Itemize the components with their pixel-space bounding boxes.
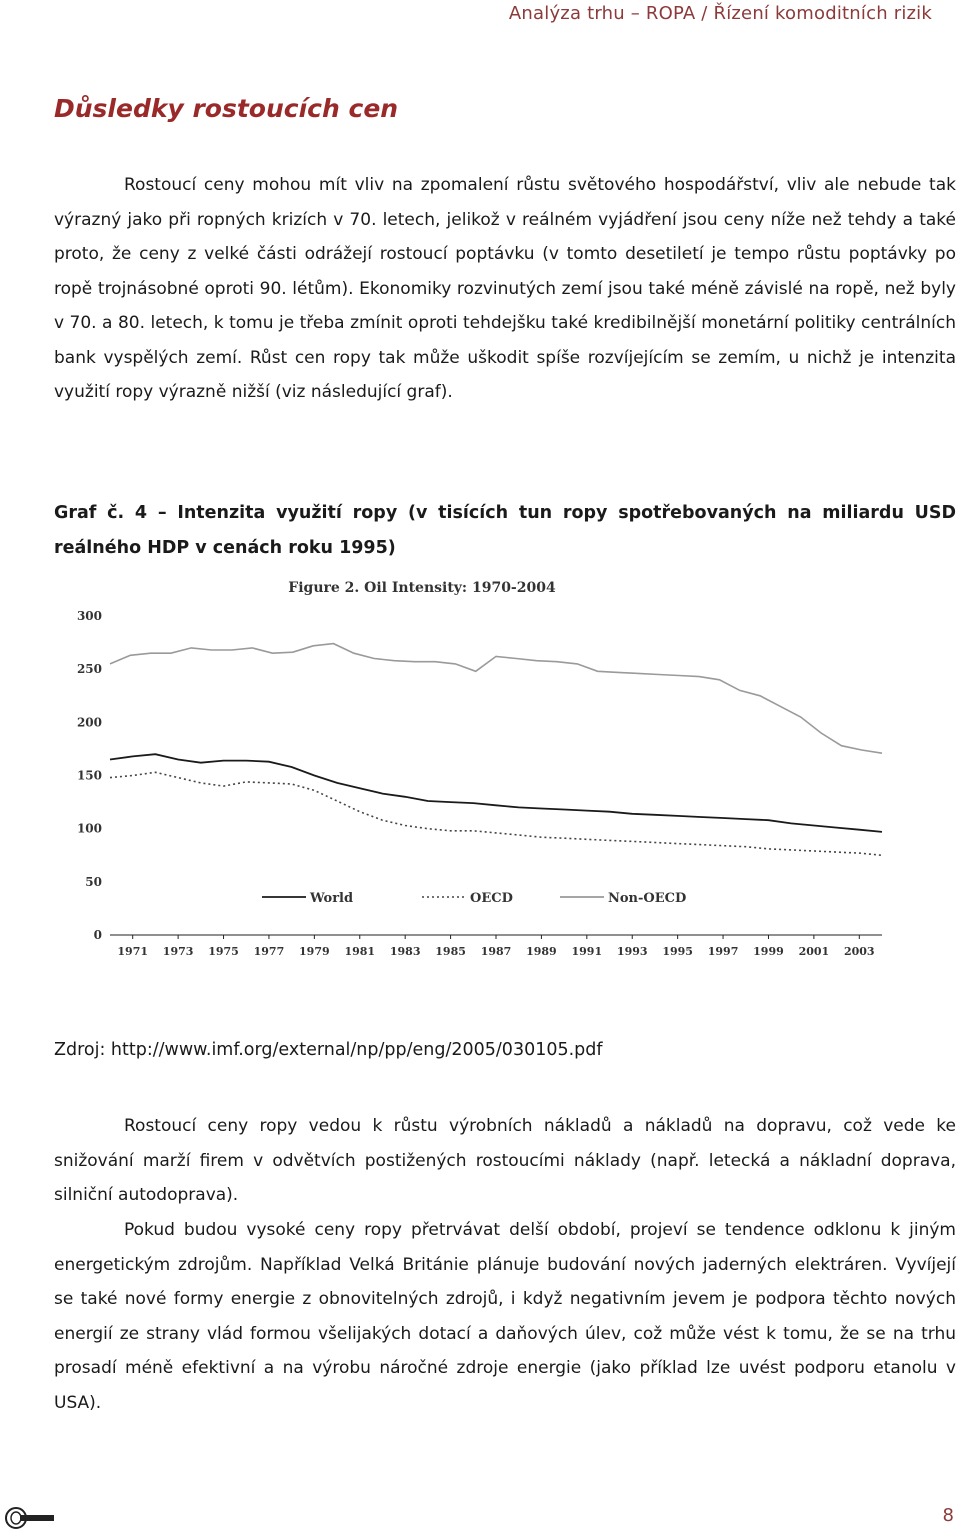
x-tick-label: 1999 <box>753 945 784 958</box>
y-tick-label: 200 <box>76 715 102 730</box>
chart-legend <box>262 891 686 906</box>
page-number: 8 <box>942 1505 954 1526</box>
y-tick-label: 100 <box>76 821 102 836</box>
legend-label: Non-OECD <box>608 891 687 906</box>
x-tick-label: 1971 <box>117 945 149 958</box>
y-tick-label: 50 <box>85 874 102 889</box>
graph-caption: Graf č. 4 – Intenzita využití ropy (v tisících tun ropy spotřebovaných na miliardu USD reálného HDP v cenách roku 1995) <box>54 503 956 558</box>
x-tick-label: 1981 <box>344 945 376 958</box>
chart-series <box>110 644 882 856</box>
y-tick-label: 150 <box>76 768 102 783</box>
paragraph-alternatives: Pokud budou vysoké ceny ropy přetrvávat delší období, projeví se tendence odklonu k jiným energetickým zdrojům. Například Velká Británie plánuje budování nových jaderných elektráren. Vyvíjejí se také nové formy energie z obnovitelných zdrojů, i když negativním jevem je podpora těchto nových energií ze strany vlád formou všelijakých dotací a daňových úlev, což může vést k tomu, že se na trhu prosadí méně efektivní a na výrobu náročné zdroje energie (jako příklad lze uvést podporu etanolu v USA). <box>54 1220 956 1413</box>
chart-title: Figure 2. Oil Intensity: 1970-2004 <box>288 580 556 596</box>
series-line-oecd <box>110 772 882 855</box>
x-tick-label: 1983 <box>389 945 421 958</box>
x-tick-label: 1997 <box>707 945 739 958</box>
x-tick-label: 1995 <box>662 945 693 958</box>
x-tick-label: 1993 <box>616 945 648 958</box>
oil-intensity-chart <box>60 574 900 974</box>
legend-label: OECD <box>470 891 513 906</box>
x-tick-label: 2001 <box>798 945 830 958</box>
x-tick-label: 1985 <box>435 945 466 958</box>
x-tick-label: 1989 <box>526 945 557 958</box>
header-title: Analýza trhu – ROPA / Řízení komoditních rizik <box>508 3 932 24</box>
source-line: Zdroj: http://www.imf.org/external/np/pp/eng/2005/030105.pdf <box>54 1040 603 1060</box>
legend-label: World <box>310 891 354 906</box>
chart-svg <box>60 574 900 974</box>
series-line-world <box>110 754 882 832</box>
x-tick-label: 1977 <box>253 945 285 958</box>
x-tick-label: 1975 <box>208 945 239 958</box>
y-tick-label: 250 <box>76 662 102 677</box>
x-tick-label: 1991 <box>571 945 603 958</box>
paragraph-costs: Rostoucí ceny ropy vedou k růstu výrobních nákladů a nákladů na dopravu, což vede ke snižování marží firem v odvětvích postižených rostoucími náklady (např. letecká a nákladní doprava, silniční autodoprava). <box>54 1116 956 1205</box>
x-tick-label: 1987 <box>480 945 512 958</box>
section-heading: Důsledky rostoucích cen <box>54 94 399 123</box>
paragraph-intro: Rostoucí ceny mohou mít vliv na zpomalení růstu světového hospodářství, vliv ale nebude tak výrazný jako při ropných krizích v 70. letech, jelikož v reálném vyjádření jsou ceny níže než tehdy a také proto, že ceny z velké části odrážejí rostoucí poptávku (v tomto desetiletí je tempo růstu poptávky po ropě trojnásobné oproti 90. létům). Ekonomiky rozvinutých zemí jsou také méně závislé na ropě, než byly v 70. a 80. letech, k tomu je třeba zmínit oproti tehdejšku také kredibilnější monetární politiky centrálních bank vyspělých zemí. Růst cen ropy tak může uškodit spíše rozvíjejícím se zemím, u nichž je intenzita využití ropy výrazně nižší (viz následující graf). <box>54 175 956 402</box>
x-tick-label: 1979 <box>299 945 330 958</box>
colosseum-logo <box>4 1504 56 1532</box>
y-tick-label: 0 <box>93 928 102 942</box>
x-tick-label: 1973 <box>162 945 194 958</box>
series-line-non-oecd <box>110 644 882 754</box>
x-tick-label: 2003 <box>843 945 875 958</box>
y-tick-label: 300 <box>76 609 102 623</box>
